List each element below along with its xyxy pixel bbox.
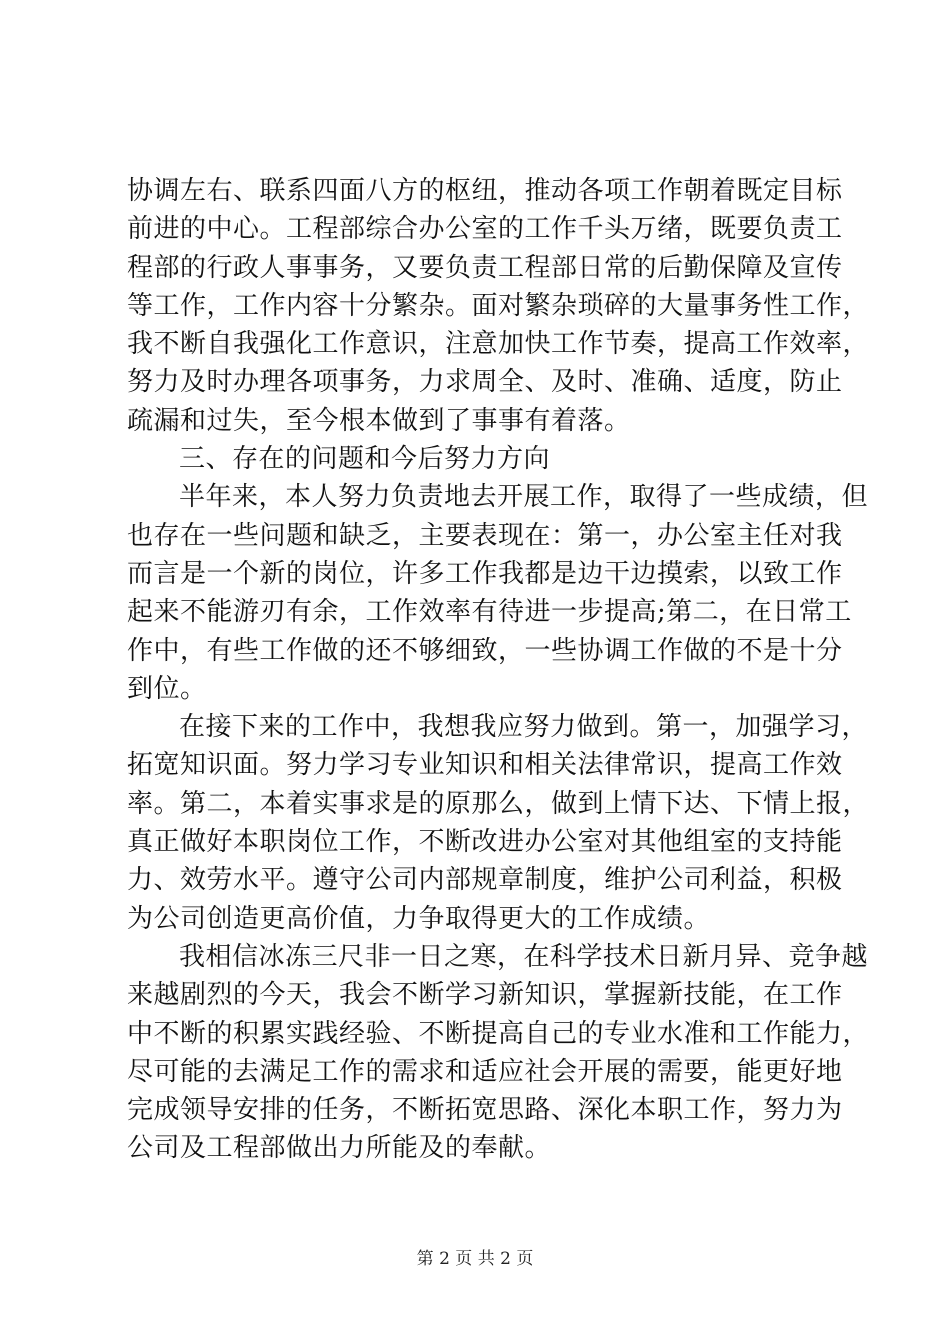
text-line: 疏漏和过失，至今根本做到了事事有着落。 — [127, 405, 631, 436]
text-line: 完成领导安排的任务，不断拓宽思路、深化本职工作，努力为 — [127, 1095, 843, 1126]
text-line: 前进的中心。工程部综合办公室的工作千头万绪，既要负责工 — [127, 214, 843, 245]
body-text — [127, 172, 870, 1168]
text-line: 起来不能游刃有余，工作效率有待进一步提高;第二，在日常工 — [127, 597, 852, 628]
text-line: 来越剧烈的今天，我会不断学习新知识，掌握新技能，在工作 — [127, 980, 843, 1011]
text-line: 拓宽知识面。努力学习专业知识和相关法律常识，提高工作效 — [127, 750, 843, 781]
page-footer: 第 2 页 共 2 页 — [416, 1249, 534, 1269]
text-line: 公司及工程部做出力所能及的奉献。 — [127, 1133, 552, 1164]
text-line: 我不断自我强化工作意识，注意加快工作节奏，提高工作效率， — [127, 329, 870, 360]
text-line: 等工作，工作内容十分繁杂。面对繁杂琐碎的大量事务性工作， — [127, 290, 870, 321]
text-line: 而言是一个新的岗位，许多工作我都是边干边摸索，以致工作 — [127, 558, 843, 589]
text-line: 率。第二，本着实事求是的原那么，做到上情下达、下情上报， — [127, 788, 870, 819]
text-line: 程部的行政人事事务，又要负责工程部日常的后勤保障及宣传 — [127, 252, 843, 283]
text-line: 半年来，本人努力负责地去开展工作，取得了一些成绩，但 — [179, 482, 869, 513]
text-line: 力、效劳水平。遵守公司内部规章制度，维护公司利益，积极 — [127, 865, 843, 896]
text-line: 我相信冰冻三尺非一日之寒，在科学技术日新月异、竞争越 — [179, 941, 869, 972]
text-line: 真正做好本职岗位工作，不断改进办公室对其他组室的支持能 — [127, 827, 843, 858]
text-line: 到位。 — [127, 673, 207, 704]
text-line: 也存在一些问题和缺乏，主要表现在：第一，办公室主任对我 — [127, 520, 843, 551]
text-line: 为公司创造更高价值，力争取得更大的工作成绩。 — [127, 903, 711, 934]
text-line: 尽可能的去满足工作的需求和适应社会开展的需要，能更好地 — [127, 1056, 843, 1087]
text-line: 在接下来的工作中，我想我应努力做到。第一，加强学习， — [179, 712, 869, 743]
section-heading: 三、存在的问题和今后努力方向 — [179, 444, 551, 475]
text-line: 努力及时办理各项事务，力求周全、及时、准确、适度，防止 — [127, 367, 843, 398]
text-line: 作中，有些工作做的还不够细致，一些协调工作做的不是十分 — [127, 635, 843, 666]
text-line: 协调左右、联系四面八方的枢纽，推动各项工作朝着既定目标 — [127, 176, 843, 206]
text-line: 中不断的积累实践经验、不断提高自己的专业水准和工作能力， — [127, 1018, 870, 1049]
